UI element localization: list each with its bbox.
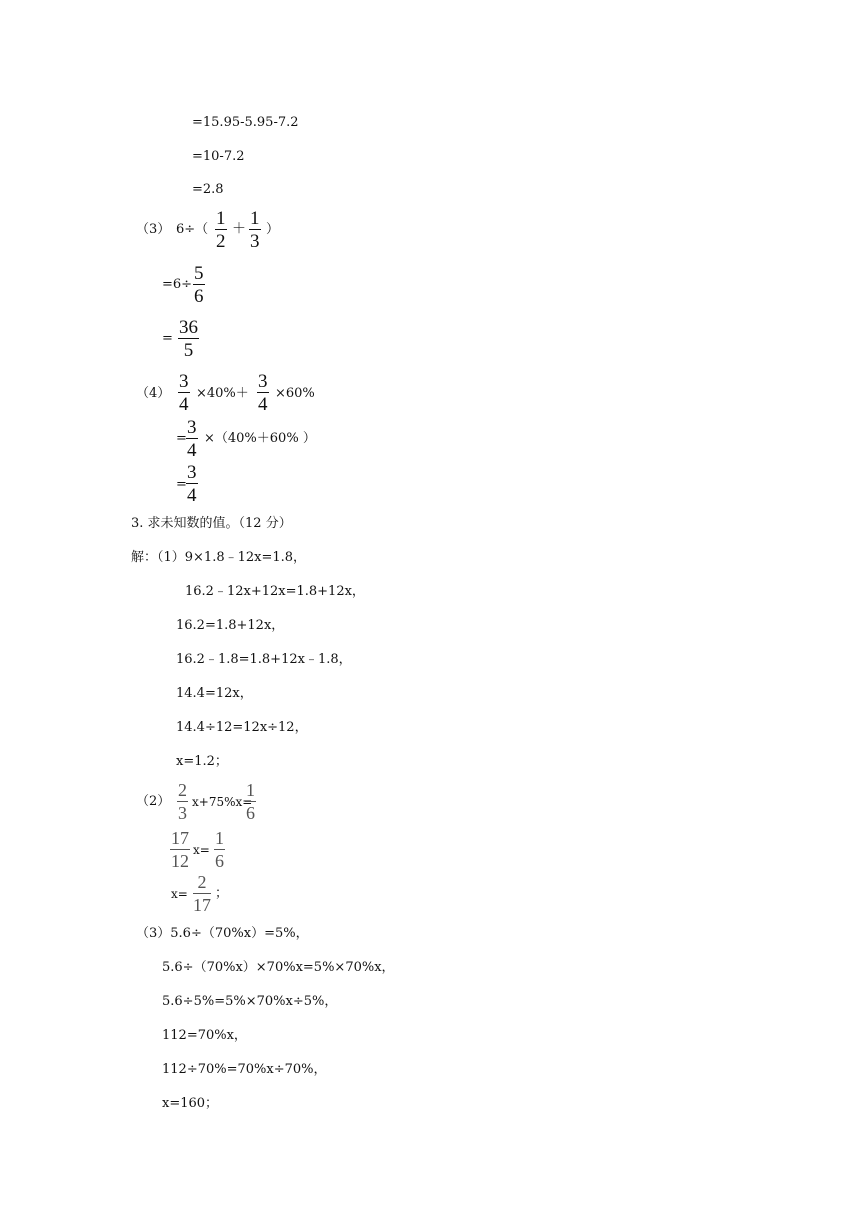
- fraction: [249, 209, 261, 251]
- calc-text: ×40%＋: [196, 386, 249, 401]
- solution-line: x=1.2；: [176, 754, 228, 769]
- numerator: 1: [246, 780, 255, 800]
- denominator: 3: [250, 231, 260, 252]
- solution-line: 14.4÷12=12x÷12，: [176, 720, 308, 735]
- solution-line: 16.2=1.8+12x，: [176, 618, 285, 633]
- plus-sign: ＋: [232, 221, 246, 237]
- denominator: 12: [171, 851, 189, 871]
- solution-line: 16.2﹣12x+12x=1.8+12x，: [185, 584, 365, 599]
- fraction: [193, 873, 211, 915]
- fraction: [178, 372, 190, 414]
- calc-text: =: [176, 477, 187, 492]
- denominator: 4: [179, 394, 189, 415]
- numerator: 1: [216, 208, 226, 229]
- calc-text: =: [176, 431, 187, 446]
- denominator: 4: [187, 440, 197, 461]
- denominator: 5: [183, 340, 194, 361]
- numerator: 17: [171, 828, 189, 848]
- item-label: （2）: [136, 794, 171, 809]
- numerator: 3: [187, 462, 197, 483]
- calc-text: x=: [171, 887, 188, 901]
- denominator: 6: [215, 851, 224, 871]
- numerator: 5: [194, 263, 204, 284]
- numerator: 3: [187, 417, 197, 438]
- calc-line: =10-7.2: [192, 149, 245, 164]
- item-label: （4）: [136, 386, 171, 401]
- denominator: 17: [193, 895, 211, 915]
- calc-text: 6÷（: [176, 222, 209, 237]
- calc-line: =15.95-5.95-7.2: [192, 115, 299, 130]
- fraction: [186, 418, 198, 460]
- fraction: [177, 781, 188, 823]
- numerator: 2: [178, 780, 187, 800]
- solution-line: 16.2﹣1.8=1.8+12x﹣1.8，: [176, 652, 352, 667]
- numerator: 1: [250, 208, 260, 229]
- denominator: 4: [187, 485, 197, 506]
- fraction: [170, 829, 190, 871]
- solution-line: 解：（1）9×1.8﹣12x=1.8，: [131, 550, 307, 565]
- numerator: 36: [179, 317, 198, 338]
- solution-line: 5.6÷5%=5%×70%x÷5%，: [162, 994, 338, 1009]
- calc-text: =6÷: [162, 277, 193, 292]
- numerator: 2: [193, 873, 211, 894]
- calc-text: x=: [193, 843, 210, 857]
- calc-text: =: [162, 331, 173, 346]
- fraction: [215, 209, 227, 251]
- denominator: 3: [178, 803, 187, 823]
- solution-line: 112=70%x，: [162, 1028, 247, 1043]
- solution-line: x=160；: [162, 1096, 219, 1111]
- numerator: 3: [258, 371, 268, 392]
- denominator: 4: [258, 394, 268, 415]
- fraction: [257, 372, 269, 414]
- question-title: 3. 求未知数的值。（12 分）: [131, 516, 292, 531]
- calc-text: ×60%: [275, 386, 315, 401]
- solution-line: 5.6÷（70%x）×70%x=5%×70%x，: [162, 960, 395, 975]
- fraction: [245, 781, 256, 823]
- calc-text: ×（40%＋60% ）: [204, 431, 316, 446]
- numerator: 1: [215, 828, 224, 848]
- calc-text: ；: [215, 886, 229, 901]
- calc-text: ）: [266, 222, 280, 237]
- calc-line: =2.8: [192, 182, 224, 197]
- item-label: （3）: [136, 222, 171, 237]
- solution-line: （3）5.6÷（70%x）=5%，: [136, 926, 309, 941]
- denominator: 2: [216, 231, 226, 252]
- numerator: 3: [179, 371, 189, 392]
- fraction: [214, 829, 225, 871]
- denominator: 6: [246, 803, 255, 823]
- fraction: [186, 463, 198, 505]
- calc-text: x+75%x=: [192, 795, 253, 809]
- fraction: [193, 264, 205, 306]
- fraction: [178, 318, 199, 360]
- solution-line: 112÷70%=70%x÷70%，: [162, 1062, 327, 1077]
- solution-line: 14.4=12x，: [176, 686, 253, 701]
- denominator: 6: [194, 286, 204, 307]
